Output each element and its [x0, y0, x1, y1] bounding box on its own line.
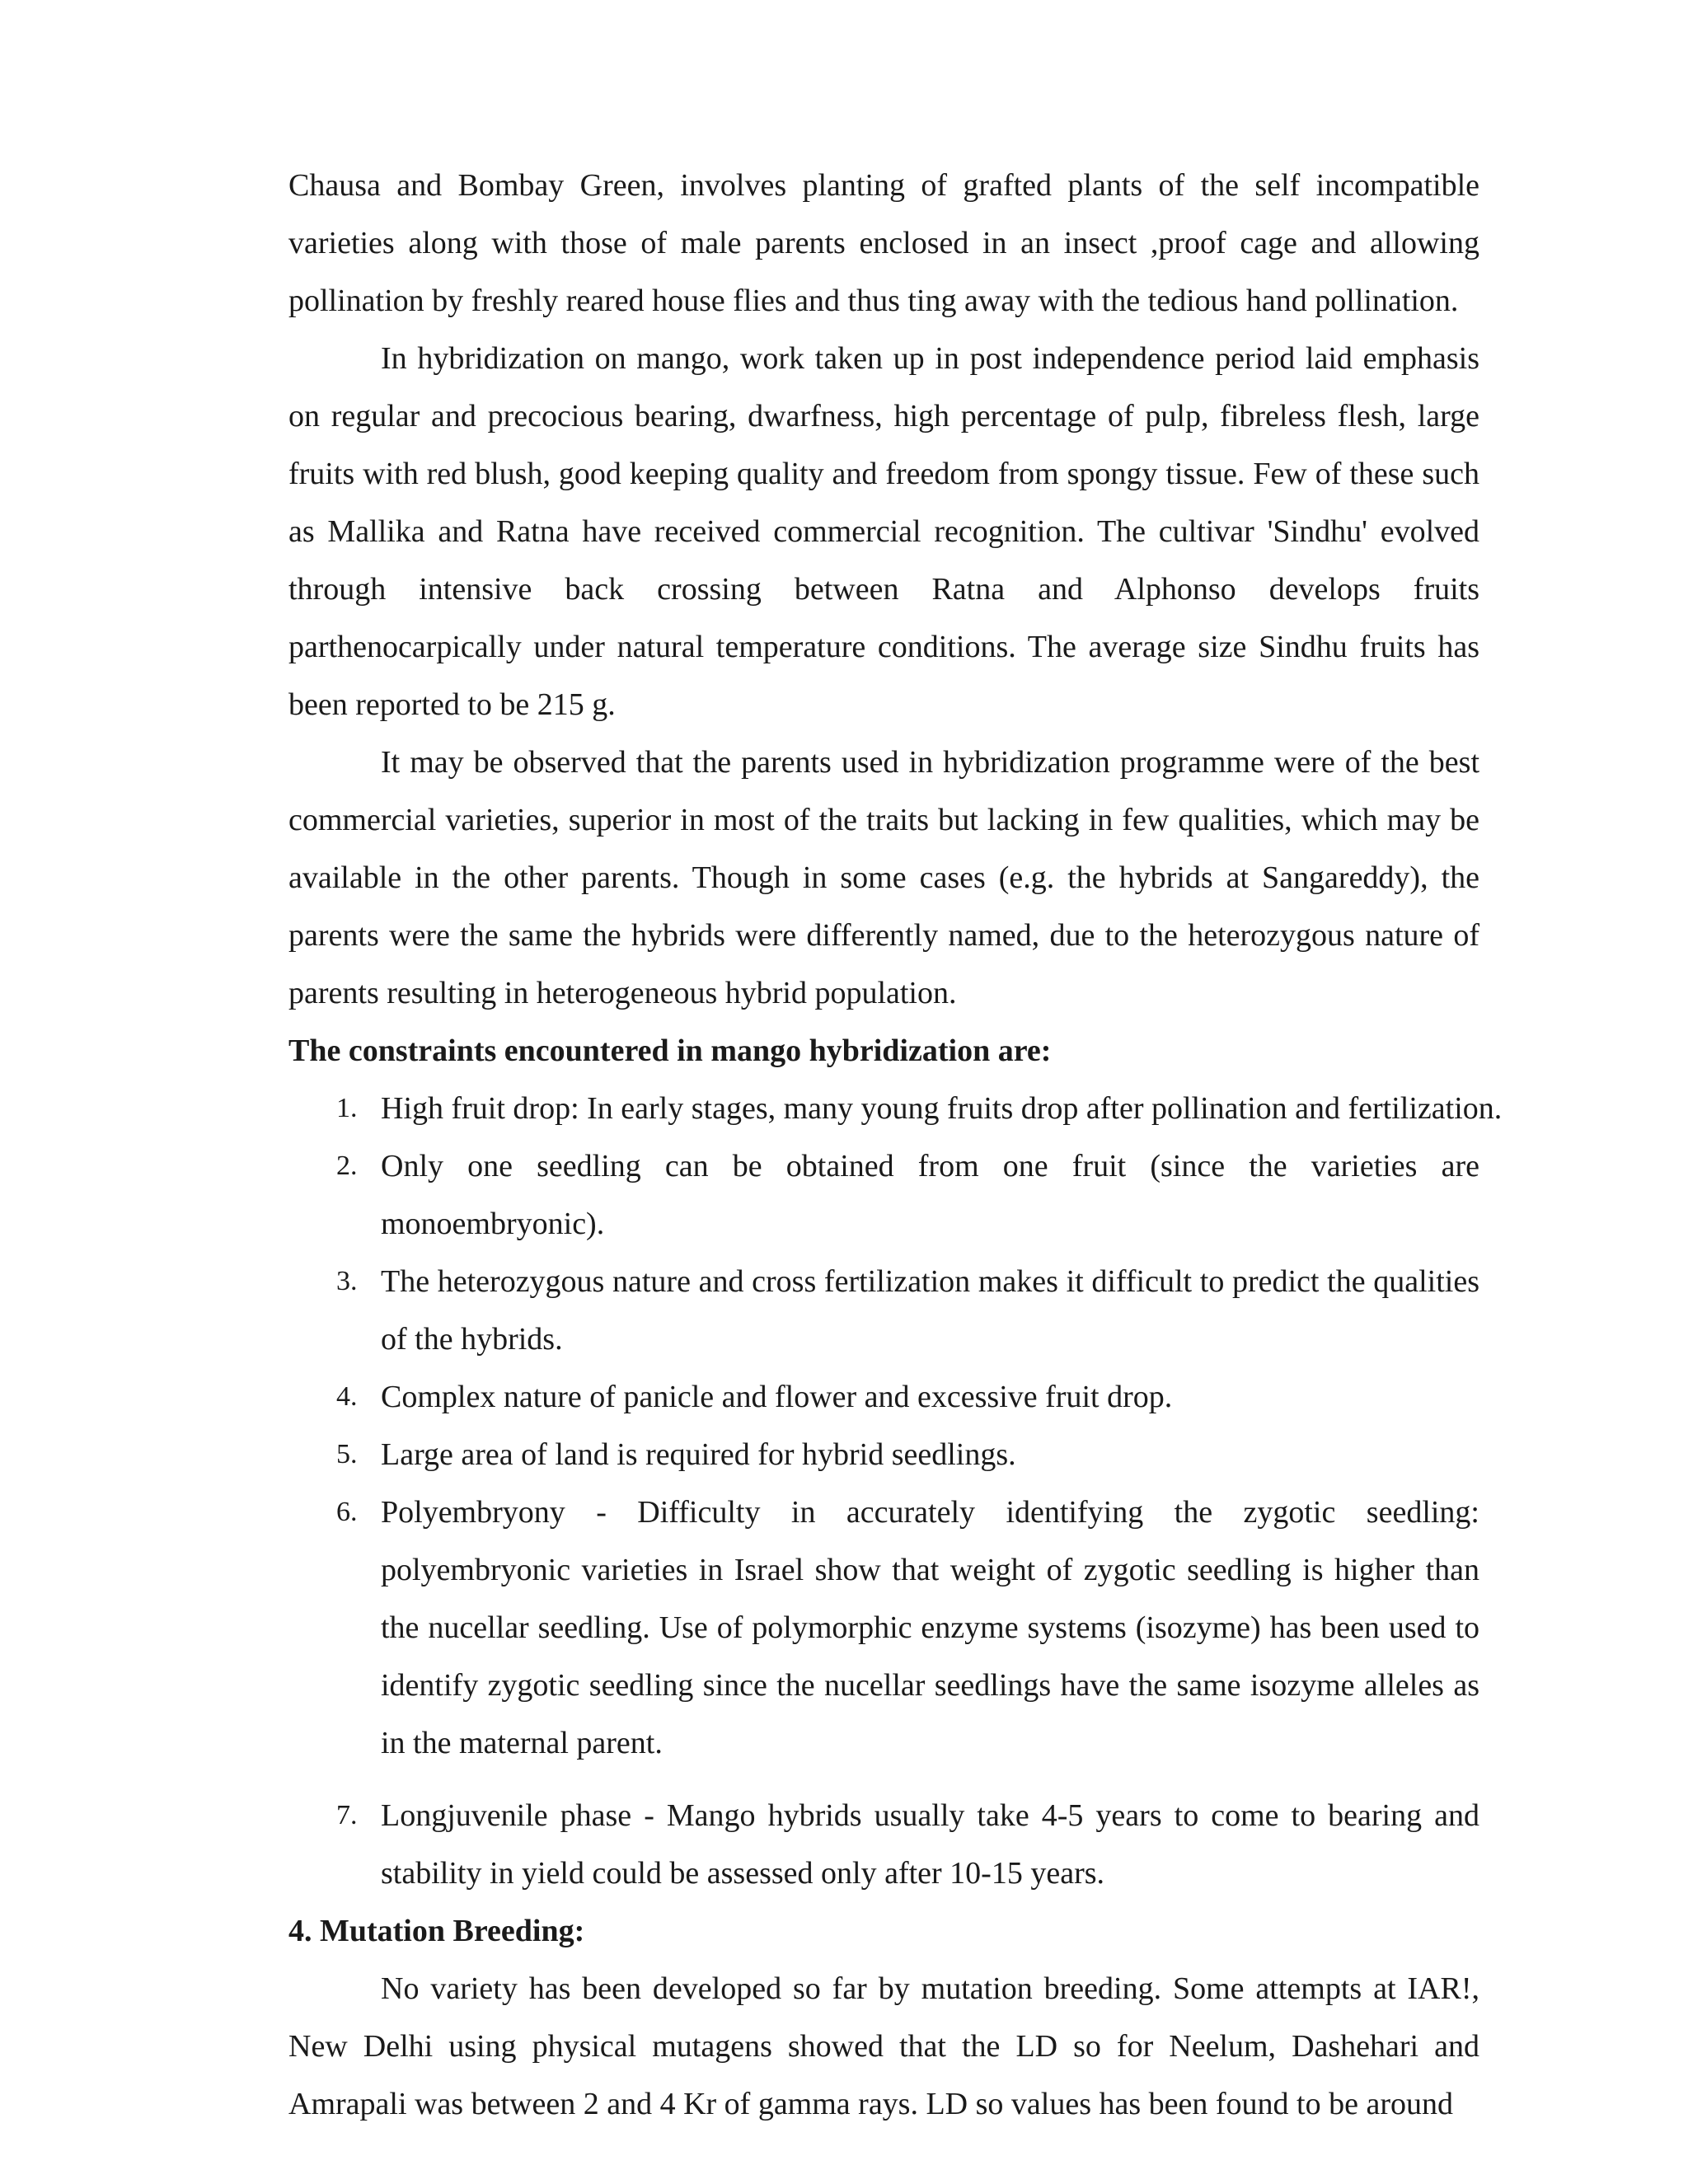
list-item-text: High fruit drop: In early stages, many young fruits drop after pollination and fertilization. — [381, 1091, 1503, 1126]
mutation-breeding-heading: 4. Mutation Breeding: — [288, 1914, 585, 1948]
list-item-number: 4. — [336, 1381, 358, 1412]
list-item — [288, 1787, 1479, 1902]
list-item — [288, 1080, 1503, 1137]
list-item-number: 1. — [336, 1093, 358, 1123]
constraints-heading: The constraints encountered in mango hybridization are: — [288, 1033, 1052, 1068]
list-item-number: 3. — [336, 1266, 358, 1296]
list-item-number: 6. — [336, 1497, 358, 1527]
paragraph-parents: It may be observed that the parents used in hybridization programme were of the best commercial varieties, superior in most of the traits but lacking in few qualities, which may be available in the other parents. Though in some cases (e.g. the hybrids at Sangareddy), the parents were the same the hybrids were differently named, due to the heterozygous nature of parents resulting in heterogeneous hybrid population. — [288, 745, 1479, 1010]
page-content — [288, 157, 1503, 2133]
constraints-list — [288, 1080, 1503, 1902]
list-item — [288, 1368, 1479, 1426]
list-item-number: 5. — [336, 1439, 358, 1469]
paragraph-hybridization: In hybridization on mango, work taken up in post independence period laid emphasis on regular and precocious bearing, dwarfness, high percentage of pulp, fibreless flesh, large fruits with red blush, good keeping quality and freedom from spongy tissue. Few of these such as Mallika and Ratna have received commercial recognition. The cultivar 'Sindhu' evolved through intensive back crossing between Ratna and Alphonso develops fruits parthenocarpically under natural temperature conditions. The average size Sindhu fruits has been reported to be 215 g. — [288, 341, 1479, 722]
list-item-text: Only one seedling can be obtained from one fruit (since the varieties are monoembryonic). — [381, 1149, 1479, 1241]
list-item-text: Polyembryony - Difficulty in accurately identifying the zygotic seedling: polyembryonic varieties in Israel show that weight of zygotic seedling is higher than the nucellar seedling. Use of polymorphic enzyme systems (isozyme) has been used to identify zygotic seedling since the nucellar seedlings have the same isozyme alleles as in the maternal parent. — [381, 1495, 1479, 1760]
list-item-text: The heterozygous nature and cross fertilization makes it difficult to predict the qualities of the hybrids. — [381, 1264, 1479, 1357]
list-item — [288, 1137, 1479, 1253]
list-item — [288, 1426, 1479, 1483]
list-item-text: Complex nature of panicle and flower and excessive fruit drop. — [381, 1380, 1173, 1414]
list-item-number: 2. — [336, 1151, 358, 1181]
paragraph-chausa: Chausa and Bombay Green, involves planting of grafted plants of the self incompatible varieties along with those of male parents enclosed in an insect ,proof cage and allowing pollination by freshly reared house flies and thus ting away with the tedious hand pollination. — [288, 168, 1479, 318]
paragraph-mutation: No variety has been developed so far by mutation breeding. Some attempts at IAR!, New Delhi using physical mutagens showed that the LD so for Neelum, Dashehari and Amrapali was between 2 and 4 Kr of gamma rays. LD so values has been found to be around — [288, 1971, 1479, 2121]
list-item — [288, 1253, 1479, 1368]
list-item-text: Longjuvenile phase - Mango hybrids usually take 4-5 years to come to bearing and stability in yield could be assessed only after 10-15 years. — [381, 1798, 1479, 1891]
list-item — [288, 1483, 1479, 1772]
list-item-text: Large area of land is required for hybrid seedlings. — [381, 1437, 1016, 1472]
list-item-number: 7. — [336, 1800, 358, 1830]
